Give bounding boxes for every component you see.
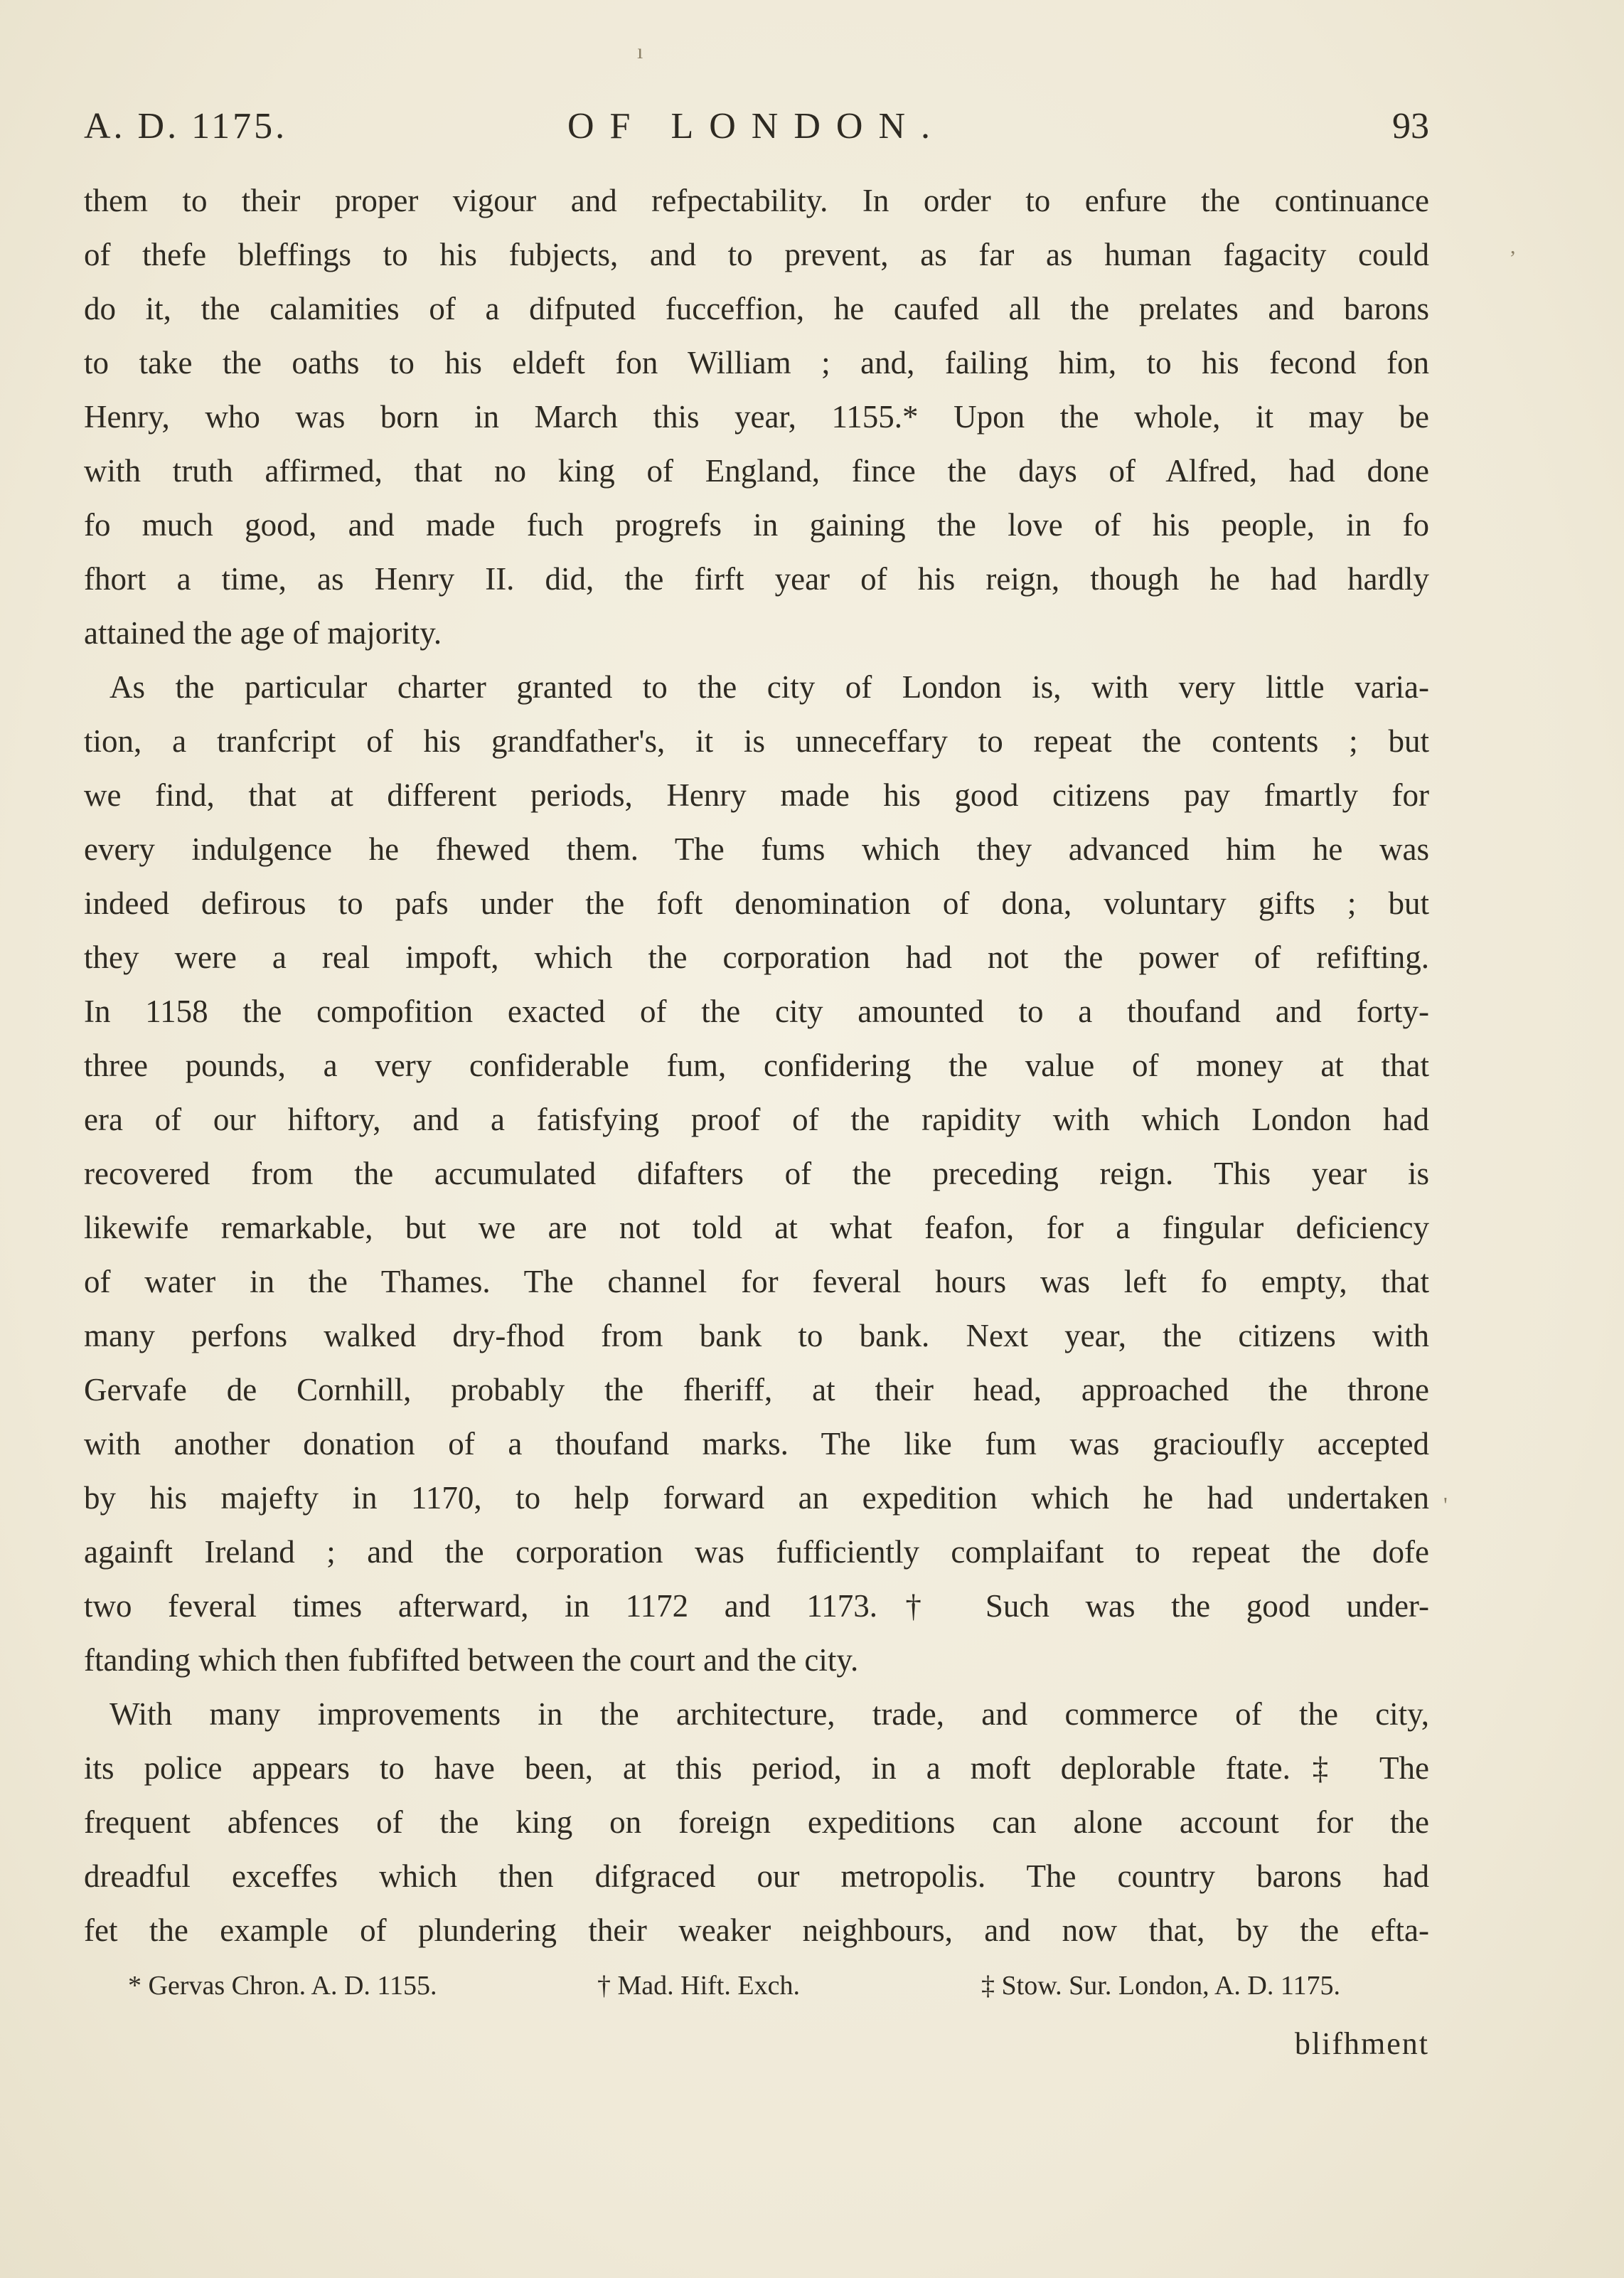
text-line: dreadful exceffes which then difgraced our metropolis. The country barons had (84, 1858, 1429, 1894)
text-line: With many improvements in the architecture, trade, and commerce of the city, (109, 1696, 1429, 1732)
text-line: likewife remarkable, but we are not told at what feafon, for a fingular deficiency (84, 1210, 1429, 1245)
text-line: of thefe bleffings to his fubjects, and to prevent, as far as human fagacity could (84, 237, 1429, 272)
text-line: them to their proper vigour and refpectability. In order to enfure the continuance (84, 183, 1429, 218)
page-number: 93 (1392, 106, 1429, 147)
header-date: A. D. 1175. (84, 106, 288, 147)
body-text (84, 174, 1429, 1957)
text-line: do it, the calamities of a difputed fucceffion, he caufed all the prelates and barons (84, 291, 1429, 326)
top-mark: ı (637, 40, 643, 63)
text-line: its police appears to have been, at this period, in a moft deplorable ftate.‡ The (84, 1750, 1429, 1786)
text-line: tion, a tranfcript of his grandfather's, it is unneceffary to repeat the contents ; but (84, 723, 1429, 759)
text-line: to take the oaths to his eldeft fon William ; and, failing him, to his fecond fon (84, 345, 1429, 380)
footnotes (128, 1970, 1429, 2013)
header-title: OF LONDON. (567, 106, 946, 147)
text-line: In 1158 the compofition exacted of the city amounted to a thoufand and forty- (84, 994, 1429, 1029)
running-header (84, 105, 1429, 162)
text-line: recovered from the accumulated difafters of the preceding reign. This year is (84, 1156, 1429, 1191)
text-line: of water in the Thames. The channel for feveral hours was left fo empty, that (84, 1264, 1429, 1299)
text-line: againft Ireland ; and the corporation was fufficiently complaifant to repeat the dofe (84, 1534, 1429, 1570)
margin-mark: , (1510, 235, 1516, 258)
text-line: Henry, who was born in March this year, 1155.* Upon the whole, it may be (84, 399, 1429, 435)
footnote: † Mad. Hift. Exch. (597, 1971, 800, 2001)
text-line: indeed defirous to pafs under the foft denomination of dona, voluntary gifts ; but (84, 885, 1429, 921)
margin-mark: ' (1443, 1492, 1448, 1518)
text-line: Gervafe de Cornhill, probably the fheriff, at their head, approached the throne (84, 1372, 1429, 1407)
text-line: ftanding which then fubfifted between the court and the city. (84, 1642, 859, 1678)
text-line: As the particular charter granted to the city of London is, with very little varia- (109, 669, 1429, 705)
text-line: frequent abfences of the king on foreign expeditions can alone account for the (84, 1804, 1429, 1840)
text-line: every indulgence he fhewed them. The fums which they advanced him he was (84, 831, 1429, 867)
footnote: * Gervas Chron. A. D. 1155. (128, 1971, 437, 2001)
text-line: with truth affirmed, that no king of England, fince the days of Alfred, had done (84, 453, 1429, 489)
text-line: three pounds, a very confiderable fum, confidering the value of money at that (84, 1048, 1429, 1083)
text-line: attained the age of majority. (84, 615, 442, 651)
text-line: two feveral times afterward, in 1172 and 1173.† Such was the good under- (84, 1588, 1429, 1624)
catchword: blifhment (1294, 2026, 1429, 2061)
footnote: ‡ Stow. Sur. London, A. D. 1175. (981, 1971, 1340, 2001)
text-line: they were a real impoft, which the corporation had not the power of refifting. (84, 940, 1429, 975)
text-line: fo much good, and made fuch progrefs in gaining the love of his people, in fo (84, 507, 1429, 543)
text-line: with another donation of a thoufand marks. The like fum was gracioufly accepted (84, 1426, 1429, 1462)
text-line: fet the example of plundering their weaker neighbours, and now that, by the efta- (84, 1912, 1429, 1948)
text-line: many perfons walked dry-fhod from bank to bank. Next year, the citizens with (84, 1318, 1429, 1353)
text-line: we find, that at different periods, Henry made his good citizens pay fmartly for (84, 777, 1429, 813)
text-line: by his majefty in 1170, to help forward an expedition which he had undertaken (84, 1480, 1429, 1516)
text-line: fhort a time, as Henry II. did, the firft year of his reign, though he had hardly (84, 561, 1429, 597)
text-line: era of our hiftory, and a fatisfying proof of the rapidity with which London had (84, 1102, 1429, 1137)
